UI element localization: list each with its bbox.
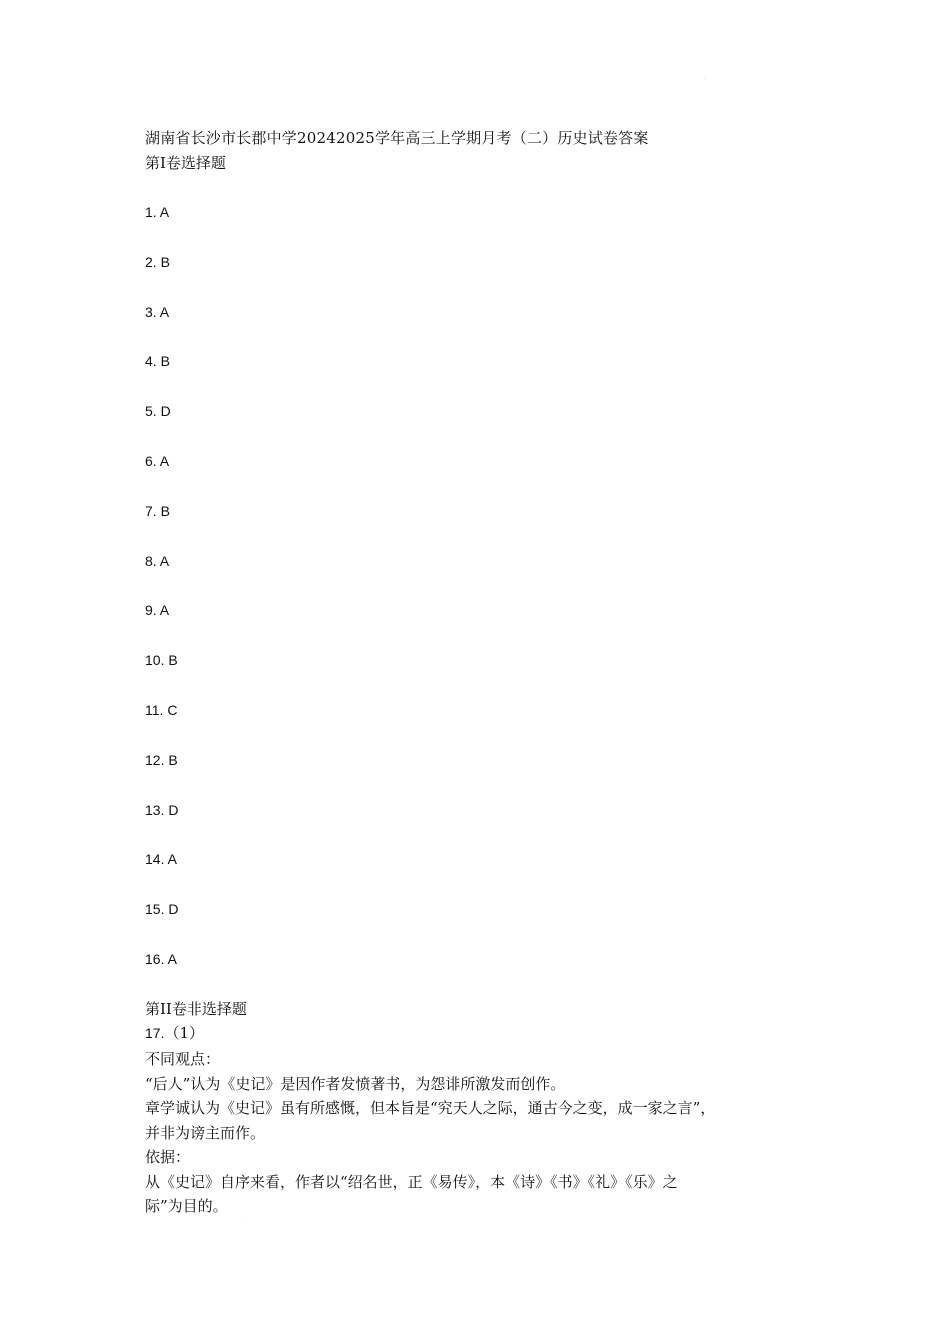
- answer-line: 章学诚认为《史记》虽有所感慨，但本旨是“究天人之际，通古今之变，成一家之言”，: [145, 1099, 716, 1117]
- answer-line: 际”为目的。: [145, 1197, 228, 1215]
- header-mark: ·: [704, 76, 706, 82]
- answer-item: 8. A: [145, 552, 170, 569]
- question-number: 17.: [145, 1025, 165, 1041]
- answer-item: 7. B: [145, 502, 170, 519]
- answer-item: 15. D: [145, 901, 179, 918]
- answer-list: [145, 202, 178, 999]
- footer-mark: ·: [244, 1220, 246, 1226]
- answer-item: 9. A: [145, 602, 170, 619]
- answer-line: 从《史记》自序来看，作者以“绍名世，正《易传》，本《诗》《书》《礼》《乐》之: [145, 1172, 678, 1191]
- answer-item: 3. A: [145, 303, 170, 320]
- section-1-heading: 第I卷选择题: [145, 154, 226, 172]
- question-17-heading: [145, 1022, 204, 1043]
- answer-item: 6. A: [145, 452, 170, 469]
- answer-item: 16. A: [145, 950, 177, 967]
- answer-line: 不同观点：: [145, 1050, 221, 1068]
- answer-item: 10. B: [145, 652, 178, 669]
- answer-line: “后人”认为《史记》是因作者发愤著书，为怨诽所激发而创作。: [145, 1074, 566, 1093]
- answer-item: 11. C: [145, 701, 178, 718]
- answer-item: 4. B: [145, 353, 170, 370]
- answer-item: 1. A: [145, 204, 170, 220]
- answer-line: 并非为谤主而作。: [145, 1123, 266, 1142]
- answer-item: 5. D: [145, 403, 171, 420]
- question-17-answer: [145, 1047, 810, 1219]
- answer-item: 2. B: [145, 253, 170, 270]
- document-title: 湖南省长沙市长郡中学20242025学年高三上学期月考（二）历史试卷答案: [145, 129, 649, 147]
- section-2-heading: 第II卷非选择题: [145, 1000, 247, 1018]
- answer-item: 14. A: [145, 851, 177, 868]
- answer-item: 13. D: [145, 801, 179, 818]
- answer-item: 12. B: [145, 751, 178, 768]
- answer-line: 依据：: [145, 1148, 191, 1166]
- question-part: （1）: [164, 1024, 205, 1042]
